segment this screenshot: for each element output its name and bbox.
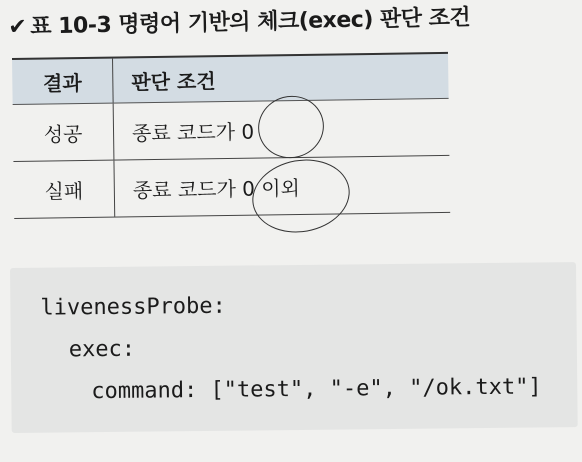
table-header-row <box>12 52 449 105</box>
table-row <box>13 156 450 219</box>
header-condition: 판단 조건 <box>131 68 216 94</box>
code-line: command: ["test", "-e", "/ok.txt"] <box>91 374 542 405</box>
code-line: livenessProbe: <box>40 293 226 321</box>
header-result: 결과 <box>12 59 114 104</box>
result-cell: 성공 <box>13 104 115 161</box>
result-cell: 실패 <box>13 161 115 218</box>
condition-cell: 종료 코드가 0 이외 <box>132 175 301 202</box>
caption-text: 표 10-3 명령어 기반의 체크(exec) 판단 조건 <box>30 5 471 40</box>
table-row <box>13 99 450 162</box>
table-caption <box>8 0 569 44</box>
code-line: exec: <box>68 336 136 363</box>
condition-cell: 종료 코드가 0 <box>131 119 255 145</box>
exec-condition-table <box>12 52 450 219</box>
code-block <box>10 262 578 433</box>
check-icon: ✔ <box>8 14 27 40</box>
